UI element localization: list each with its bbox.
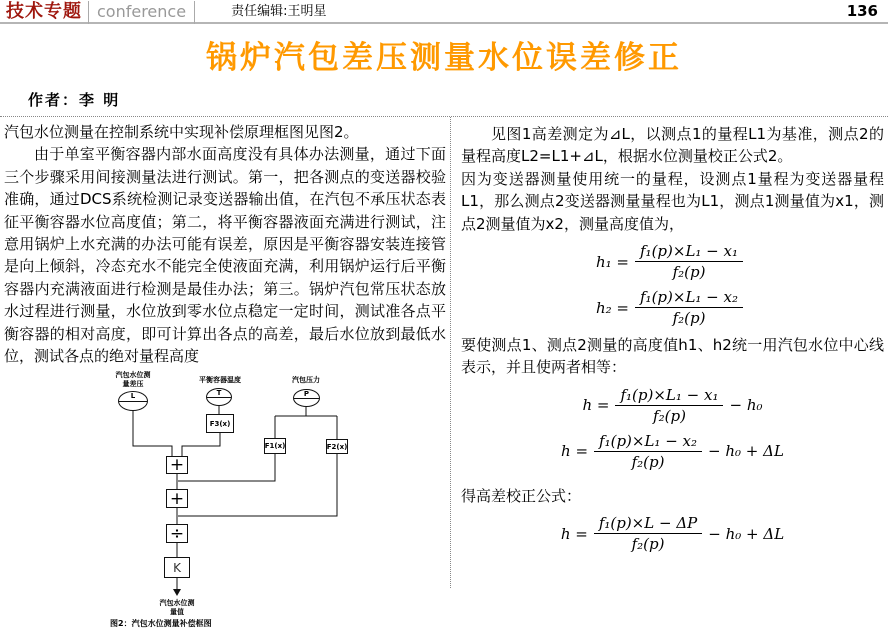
diagram-connector-lines <box>76 371 376 627</box>
formula-suffix: − h₀ + ΔL <box>708 442 784 461</box>
transmitter-L-letter: L <box>130 392 136 401</box>
article-title: 锅炉汽包差压测量水位误差修正 <box>206 40 682 76</box>
content-columns <box>0 116 888 629</box>
formula-numerator: f₁(p)×L₁ − x₂ <box>594 432 702 452</box>
formula-denominator: f₂(p) <box>631 452 665 471</box>
formula-numerator: f₁(p)×L₁ − x₁ <box>635 242 743 262</box>
formula-denominator: f₂(p) <box>653 406 686 425</box>
diagram-input1-label-line1: 汽包水位测 <box>115 371 151 380</box>
right-paragraph-1: 见图1高差测定为⊿L，以测点1的量程L1为基准，测点2的量程高度L2=L1+⊿L，根据水位测量校正公式2。 <box>461 125 884 166</box>
transmitter-T-letter: T <box>216 389 222 398</box>
page-header <box>0 0 888 24</box>
f3-function-block: F3(x) <box>206 414 234 433</box>
formula-numerator: f₁(p)×L − ΔP <box>594 514 702 534</box>
left-paragraph-2: 由于单室平衡容器内部水面高度没有具体办法测量，通过下面三个步骤采用间接测量法进行测试。第一，把各测点的变送器校验准确，通过DCS系统检测记录变送器输出值，在汽包不承压状态表征平衡容器水位高度值；第二，将平衡容器液面充满进行测试，注意用锅炉上水充满的办法可能有误差，原因是平衡容器安装连接管是向上倾斜，冷态充水不能完全使液面充满，利用锅炉运行后平衡容器内充满液面进行检测是最佳办法；第三。锅炉汽包常压状态放水过程进行测量，水位放到零水位点稳定一定时间，测试准各点平衡容器的相对高度，即可计算出各点的高差，最后水位放到最低水位，测试各点的绝对量程高度 <box>4 145 446 366</box>
divide-block: ÷ <box>166 524 188 543</box>
transmitter-chord-line <box>294 398 319 399</box>
transmitter-chord-line <box>207 397 231 398</box>
gain-block: K <box>164 557 190 578</box>
right-column <box>450 117 888 588</box>
right-paragraph-4: 得高差校正公式： <box>461 486 582 505</box>
diagram-input2-label: 平衡容器温度 <box>199 376 241 385</box>
right-paragraph-2: 因为变送器测量使用统一的量程，设测点1量程为变送器量程L1，那么测点2变送器测量量程也为L1，测点1测量值为x1，测点2测量值为x2，测量高度值为， <box>461 169 884 233</box>
left-paragraph-1: 汽包水位测量在控制系统中实现补偿原理框图见图2。 <box>4 123 359 141</box>
formula-lhs: h = <box>560 524 588 543</box>
formula-h-with-delta <box>461 432 884 471</box>
formula-suffix: − h₀ + ΔL <box>708 524 785 543</box>
editor-label: 责任编辑:王明星 <box>231 4 327 19</box>
formula-denominator: f₂(p) <box>672 309 706 328</box>
diagram-output-label-line2: 量值 <box>170 608 184 617</box>
right-paragraph-3: 要使测点1、测点2测量的高度值h1、h2统一用汽包水位中心线表示，并且使两者相等： <box>461 336 884 377</box>
formula-h-unified <box>461 386 884 425</box>
formula-h1 <box>461 242 884 281</box>
formula-suffix: − h₀ <box>729 396 763 415</box>
formula-numerator: f₁(p)×L₁ − x₁ <box>615 386 723 406</box>
diagram-output-label <box>137 599 217 617</box>
f1-function-block: F1(x) <box>264 438 286 454</box>
transmitter-P-letter: P <box>303 390 310 399</box>
conference-label: conference <box>88 1 195 24</box>
formula-lhs: h = <box>582 396 610 415</box>
formula-fraction <box>635 288 743 327</box>
diagram-input3-label: 汽包压力 <box>292 376 320 385</box>
left-column <box>0 117 450 629</box>
formula-numerator: f₁(p)×L₁ − x₂ <box>635 288 743 308</box>
diagram-input1-label <box>88 371 178 389</box>
topic-label: 技术专题 <box>6 1 82 22</box>
formula-lhs: h = <box>561 442 589 461</box>
compensation-block-diagram <box>76 371 376 627</box>
f2-function-block: F2(x) <box>326 439 348 454</box>
figure-caption: 图2：汽包水位测量补偿框图 <box>110 619 212 629</box>
diagram-input1-label-line2: 量差压 <box>122 380 144 389</box>
formula-correction <box>461 514 884 553</box>
formula-denominator: f₂(p) <box>672 263 706 282</box>
formula-fraction <box>594 432 702 471</box>
formula-fraction <box>635 242 743 281</box>
formula-denominator: f₂(p) <box>631 535 665 554</box>
formula-h2 <box>461 288 884 327</box>
sum-block-1: + <box>166 456 188 474</box>
diagram-output-label-line1: 汽包水位测 <box>159 599 195 608</box>
formula-lhs: h₁ = <box>595 252 629 271</box>
page-number: 136 <box>846 2 878 20</box>
formula-lhs: h₂ = <box>595 298 629 317</box>
arrow-down-icon <box>173 589 181 596</box>
transmitter-chord-line <box>119 401 147 402</box>
sum-block-2: + <box>166 489 188 508</box>
formula-fraction <box>615 386 723 425</box>
author-line: 作者：李 明 <box>28 91 121 109</box>
formula-fraction <box>594 514 702 553</box>
